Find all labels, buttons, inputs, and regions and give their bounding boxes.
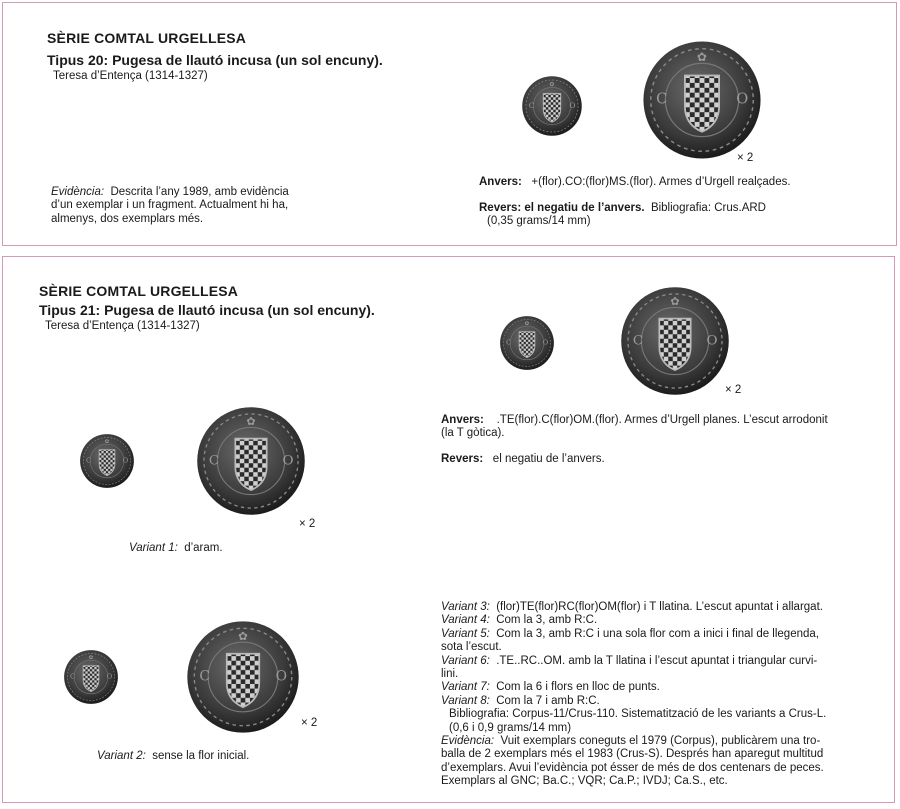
variant-text: sota l’escut. — [441, 641, 502, 654]
variant2-label: Variant 2: — [97, 750, 146, 762]
panel-tipus-21 — [2, 256, 895, 803]
series-title: SÈRIE COMTAL URGELLESA — [39, 283, 239, 299]
variant1-text: d’aram. — [184, 542, 223, 554]
variant2-text: sense la flor inicial. — [152, 750, 250, 762]
variant2-caption — [97, 750, 249, 763]
variant-label: Variant 6: — [441, 654, 490, 667]
variant-label: Variant 8: — [441, 694, 490, 707]
revers-label: Revers: — [441, 453, 484, 465]
variant-label: Variant 3: — [441, 601, 490, 613]
variant-label: Variant 5: — [441, 627, 490, 640]
panel-tipus-20 — [2, 2, 897, 246]
evidence-line: d’un exemplar i un fragment. Actualment hi ha, — [51, 199, 289, 212]
variant1-label: Variant 1: — [129, 542, 178, 554]
evidence-label: Evidència: — [51, 186, 105, 198]
magnification-label: × 2 — [737, 152, 754, 164]
revers-block — [479, 202, 766, 229]
ruler-text: Teresa d’Entença (1314-1327) — [53, 70, 208, 82]
anvers-text: .TE(flor).C(flor)OM.(flor). Armes d’Urgell planes. L’escut arrodonit — [496, 414, 828, 426]
coin-large-image — [641, 39, 763, 161]
anvers-text: +(flor).CO:(flor)MS.(flor). Armes d’Urgell realçades. — [531, 176, 791, 188]
evidence-line: Exemplars al GNC; Ba.C.; VQR; Ca.P.; IVDJ; Ca.S., etc. — [441, 775, 728, 788]
variant-text: Com la 6 i flors en lloc de punts. — [496, 681, 660, 694]
tipus-title: Tipus 20: Pugesa de llautó incusa (un sol encuny). — [47, 52, 383, 68]
evidence-line: Descrita l’any 1989, amb evidència — [110, 186, 289, 198]
magnification-label: × 2 — [299, 518, 316, 530]
series-title: SÈRIE COMTAL URGELLESA — [47, 30, 247, 46]
evidence-line: d’exemplars. Avui l’evidència pot ésser de més de dos centenars de peces. — [441, 761, 824, 774]
tipus-title: Tipus 21: Pugesa de llautó incusa (un sol encuny). — [39, 302, 375, 318]
anvers-block — [441, 414, 828, 441]
variant1-coin-large-image — [195, 405, 307, 517]
variant2-coin-small-image — [63, 649, 119, 705]
magnification-label: × 2 — [725, 384, 742, 396]
variant-label: Variant 7: — [441, 681, 490, 694]
magnification-label: × 2 — [301, 717, 318, 729]
variant-text: .TE..RC..OM. amb la T llatina i l’escut apuntat i triangular curvi- — [496, 654, 818, 667]
variant-text: Com la 3, amb R:C i una sola flor com a inici i final de llegenda, — [496, 627, 819, 640]
variant-text: Com la 3, amb R:C. — [496, 614, 598, 627]
anvers-block — [479, 176, 791, 189]
anvers-text-cont: (la T gòtica). — [441, 427, 505, 440]
evidence-line: almenys, dos exemplars més. — [51, 212, 204, 225]
ruler-text: Teresa d’Entença (1314-1327) — [45, 320, 200, 332]
variants-list — [441, 601, 881, 789]
variant-text: Com la 7 i amb R:C. — [496, 694, 600, 707]
variant2-coin-large-image — [185, 619, 301, 735]
anvers-label: Anvers: — [479, 176, 522, 188]
evidence-line: balla de 2 exemplars més el 1983 (Crus-S). Després han aparegut multitud — [441, 748, 824, 761]
variant1-caption — [129, 542, 223, 555]
evidence-line: Vuit exemplars coneguts el 1979 (Corpus), publicàrem una tro- — [500, 735, 821, 748]
bibliography-text: Bibliografia: Corpus-11/Crus-110. Sistematització de les variants a Crus-L. — [449, 708, 827, 721]
evidence-block — [51, 186, 289, 226]
variant-text: lini. — [441, 668, 459, 681]
coin-small-image — [521, 75, 583, 137]
bibliography-text: Bibliografia: Crus.ARD — [650, 202, 766, 214]
anvers-label: Anvers: — [441, 414, 484, 426]
variant-label: Variant 4: — [441, 614, 490, 627]
variant1-coin-small-image — [79, 433, 135, 489]
evidence-label: Evidència: — [441, 735, 495, 748]
coin-small-image — [499, 315, 555, 371]
coin-large-image — [619, 285, 731, 397]
revers-label: Revers: el negatiu de l’anvers. — [479, 202, 645, 214]
weight-text: (0,35 grams/14 mm) — [487, 215, 591, 228]
weight-text: (0,6 i 0,9 grams/14 mm) — [449, 721, 572, 734]
revers-text: el negatiu de l’anvers. — [492, 453, 605, 465]
revers-block — [441, 453, 605, 466]
variant-text: (flor)TE(flor)RC(flor)OM(flor) i T llatina. L’escut apuntat i allargat. — [496, 601, 823, 613]
